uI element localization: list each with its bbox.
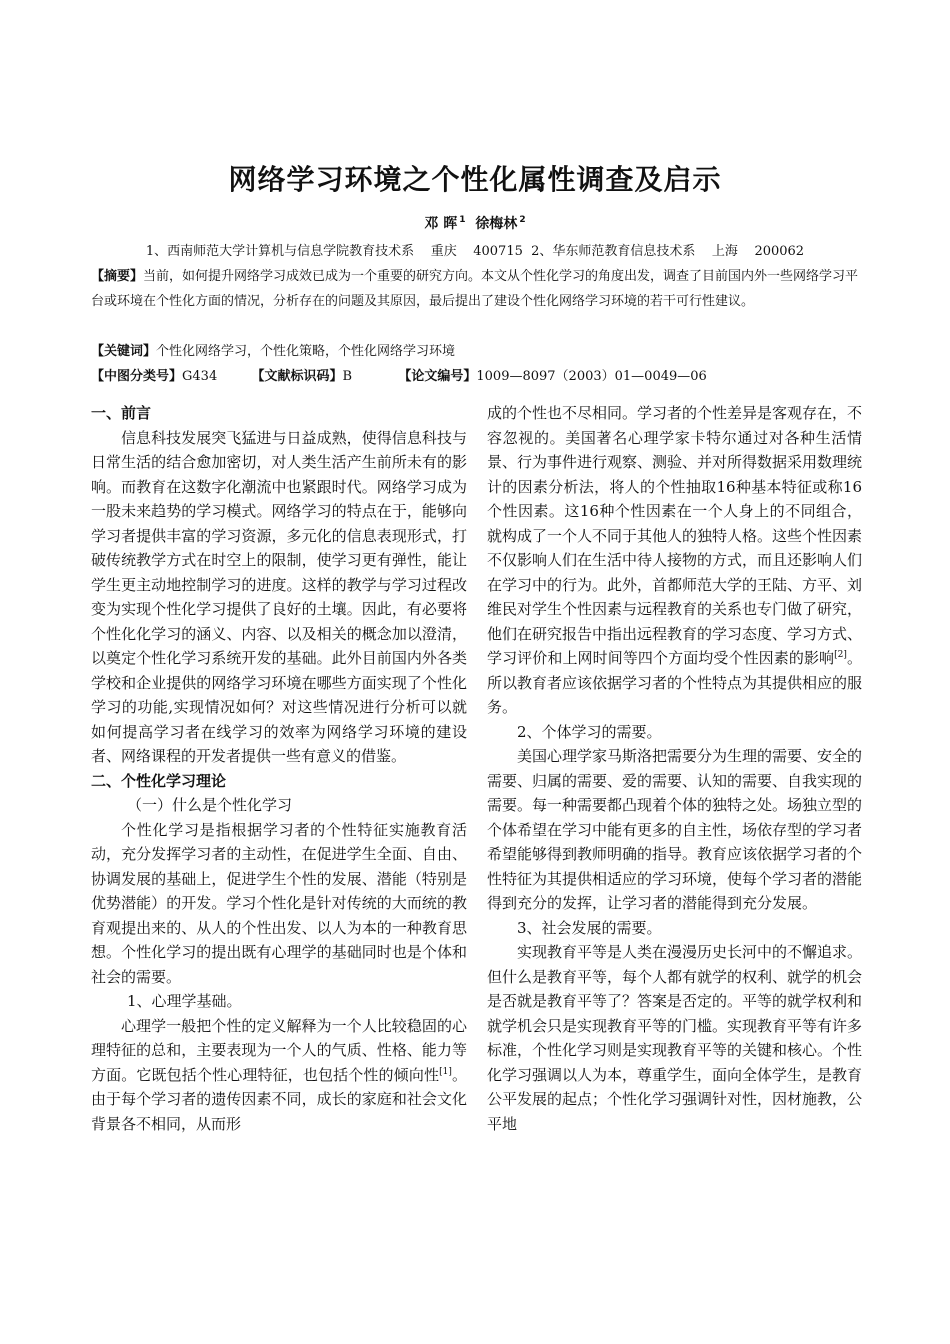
paragraph-text: 。由于每个学习者的遗传因素不同，成长的家庭和社会文化背景各不相同，从而形 [91, 1065, 467, 1133]
abstract-block [91, 264, 859, 314]
classification-line [91, 365, 707, 384]
doc-code-value: B [342, 369, 353, 384]
left-column [91, 401, 467, 1136]
subsection-heading: 1、心理学基础。 [127, 992, 242, 1010]
author-affiliation-mark: 1 [459, 215, 466, 226]
section-heading-theory: 二、个性化学习理论 [91, 771, 227, 790]
paragraph-text: 心理学一般把个性的定义解释为一个人比较稳固的心理特征的总和，主要表现为一个人的气质、性格、能力等方面。它既包括个性心理特征，也包括个性的倾向性 [91, 1016, 467, 1084]
subsection-heading: 3、社会发展的需要。 [517, 918, 662, 937]
clc-label: 【中图分类号】 [91, 369, 183, 384]
paragraph: 实现教育平等是人类在漫漫历史长河中的不懈追求。但什么是教育平等，每个人都有就学的权利、就学的机会是否就是教育平等了？答案是否定的。平等的就学权利和就学机会只是实现教育平等的门槛。实现教育平等有许多标准，个性化学习则是实现教育平等的关键和核心。个性化学习强调以人为本，尊重学生，面向全体学生，是教育公平发展的起点；个性化学习强调针对性，因材施教，公平地 [487, 943, 863, 1133]
keywords-label: 【关键词】 [91, 344, 157, 359]
paragraph: 个性化学习是指根据学习者的个性特征实施教育活动，充分发挥学习者的主动性，在促进学生全面、自由、协调发展的基础上，促进学生个性的发展、潜能（特别是优势潜能）的开发。学习个性化是针对传统的大而统的教育观提出来的、从人的个性出发、以人为本的一种教育思想。个性化学习的提出既有心理学的基础同时也是个体和社会的需要。 [91, 820, 467, 986]
citation-ref: [2] [834, 650, 847, 660]
keywords-text: 个性化网络学习，个性化策略，个性化网络学习环境 [156, 344, 456, 359]
paper-title: 网络学习环境之个性化属性调查及启示 [228, 163, 722, 196]
paragraph [487, 401, 862, 720]
paper-number-label: 【论文编号】 [398, 369, 477, 384]
author-name: 邓 晖 [424, 216, 458, 232]
subsection-heading: 2、个体学习的需要。 [517, 722, 662, 741]
citation-ref: [1] [439, 1066, 452, 1077]
paragraph [91, 1014, 467, 1137]
paragraph-text: 。所以教育者应该依据学习者的个性特点为其提供相应的服务。 [487, 649, 863, 716]
doc-code-label: 【文献标识码】 [251, 369, 343, 384]
paragraph-text: 成的个性也不尽相同。学习者的个性差异是客观存在，不容忽视的。美国著名心理学家卡特尔通过对各种生活情景、行为事件进行观察、测验、并对所得数据采用数理统计的因素分析法，将人的个性抽取16种基本特征或称16个性因素。这16种个性因素在一个人身上的不同组合，就构成了一个人不同于其他人的独特人格。这些个性因素不仅影响人们在生活中待人接物的方式，而且还影响人们在学习中的行为。此外，首都师范大学的王陆、方平、刘维民对学生个性因素与远程教育的关系也专门做了研究，他们在研究报告中指出远程教育的学习态度、学习方式、学习评价和上网时间等四个方面均受个性因素的影响 [487, 404, 863, 667]
author-affiliation-mark: 2 [519, 215, 526, 226]
affiliation-line: 1、西南师范大学计算机与信息学院教育技术系 重庆 400715 2、华东师范教育信息技术系 上海 200062 [145, 244, 805, 259]
paper-number-value: 1009—8097（2003）01—0049—06 [476, 369, 707, 384]
paragraph: 美国心理学家马斯洛把需要分为生理的需要、安全的需要、归属的需要、爱的需要、认知的需要、自我实现的需要。每一种需要都凸现着个体的独特之处。场独立型的个体希望在学习中能有更多的自主性，场依存型的学习者希望能够得到教师明确的指导。教育应该依据学习者的个性特征为其提供相适应的学习环境，使每个学习者的潜能得到充分的发挥，让学习者的潜能得到充分发展。 [487, 747, 863, 912]
right-column [487, 401, 862, 1136]
abstract-text: 当前，如何提升网络学习成效已成为一个重要的研究方向。本文从个性化学习的角度出发，调查了目前国内外一些网络学习平台或环境在个性化方面的情况，分析存在的问题及其原因，最后提出了建设个性化网络学习环境的若干可行性建议。 [91, 269, 859, 309]
abstract-label: 【摘要】 [91, 269, 144, 284]
clc-value: G434 [182, 369, 218, 384]
subsection-heading: （一）什么是个性化学习 [127, 796, 293, 814]
section-heading-intro: 一、前言 [91, 404, 152, 422]
author-line [0, 213, 950, 233]
keywords-line [91, 340, 455, 359]
paragraph: 信息科技发展突飞猛进与日益成熟，使得信息科技与日常生活的结合愈加密切，对人类生活产生前所未有的影响。而教育在这数字化潮流中也紧跟时代。网络学习成为一股未来趋势的学习模式。网络学习的特点在于，能够向学习者提供丰富的学习资源，多元化的信息表现形式，打破传统教学方式在时空上的限制，使学习更有弹性，能让学生更主动地控制学习的进度。这样的教学与学习过程改变为实现个性化学习提供了良好的土壤。因此，有必要将个性化化学习的涵义、内容、以及相关的概念加以澄清，以奠定个性化学习系统开发的基础。此外目前国内外各类学校和企业提供的网络学习环境在哪些方面实现了个性化学习的功能,实现情况如何？对这些情况进行分析可以就如何提高学习者在线学习的效率为网络学习环境的建设者、网络课程的开发者提供一些有意义的借鉴。 [91, 428, 467, 765]
author-name: 徐梅林 [475, 216, 518, 232]
